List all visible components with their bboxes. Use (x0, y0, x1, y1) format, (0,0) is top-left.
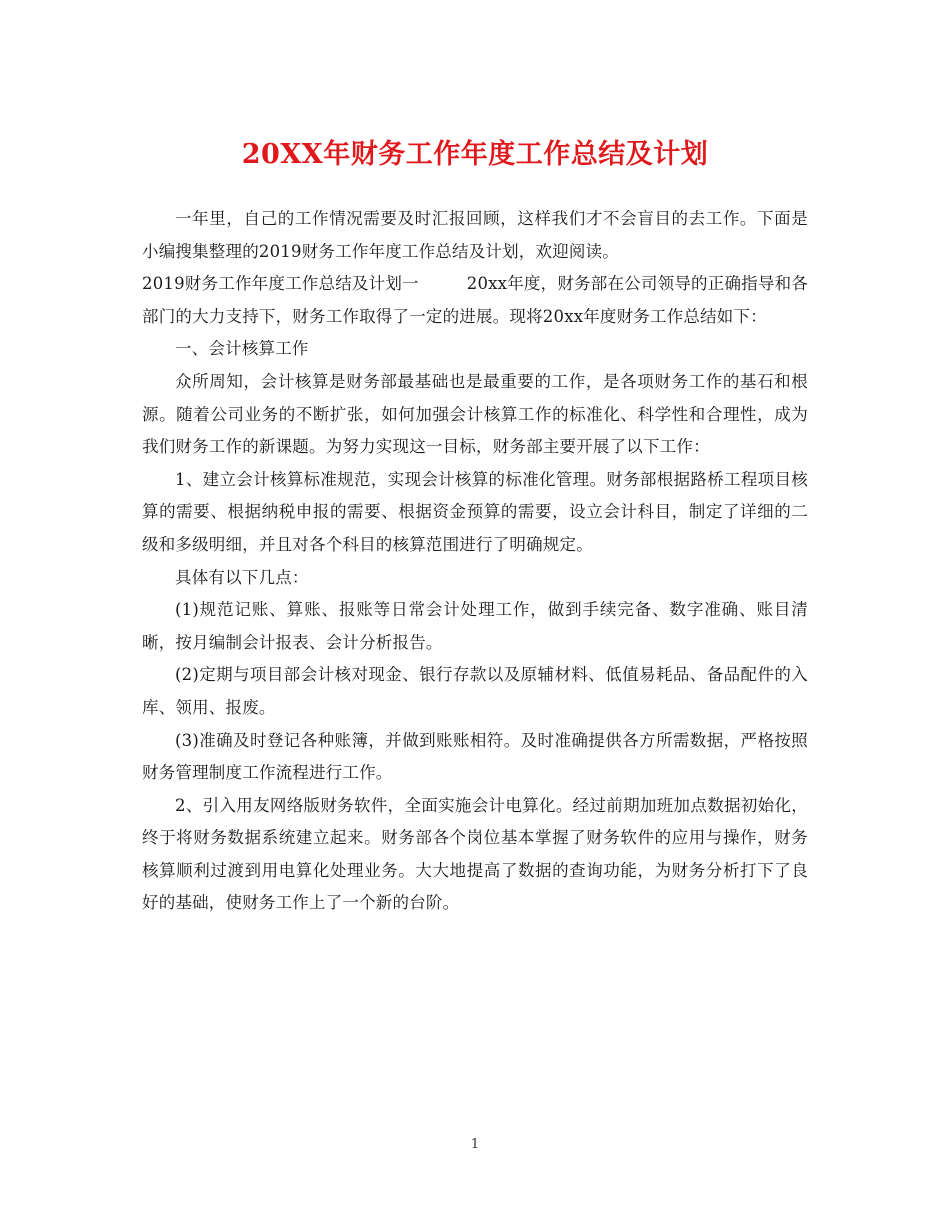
paragraph-accounting: 众所周知，会计核算是财务部最基础也是最重要的工作，是各项财务工作的基石和根源。随着公司业务的不断扩张，如何加强会计核算工作的标准化、科学性和合理性，成为我们财务工作的新课题。为努力实现这一目标，财务部主要开展了以下工作： (142, 371, 808, 457)
paragraph-plan (142, 268, 808, 333)
document-body (142, 203, 808, 920)
page-number: 1 (470, 1137, 480, 1152)
paragraph-intro: 一年里，自己的工作情况需要及时汇报回顾，这样我们才不会盲目的去工作。下面是小编搜集整理的2019财务工作年度工作总结及计划，欢迎阅读。 (142, 209, 808, 261)
paragraph-point-1: (1)规范记账、算账、报账等日常会计处理工作，做到手续完备、数字准确、账目清晰，按月编制会计报表、会计分析报告。 (142, 600, 808, 652)
paragraph-item-2: 2、引入用友网络版财务软件，全面实施会计电算化。经过前期加班加点数据初始化，终于将财务数据系统建立起来。财务部各个岗位基本掌握了财务软件的应用与操作，财务核算顺利过渡到用电算化处理业务。大大地提高了数据的查询功能，为财务分析打下了良好的基础，使财务工作上了一个新的台阶。 (142, 795, 808, 913)
paragraph-point-2: (2)定期与项目部会计核对现金、银行存款以及原辅材料、低值易耗品、备品配件的入库、领用、报废。 (142, 665, 808, 717)
points-heading: 具体有以下几点： (175, 567, 309, 587)
plan-text: 20xx年度，财务部在公司领导的正确指导和各部门的大力支持下，财务工作取得了一定的进展。现将20xx年度财务工作总结如下： (142, 274, 809, 326)
section-heading-accounting: 一、会计核算工作 (175, 339, 309, 359)
plan-heading: 2019财务工作年度工作总结及计划一 (142, 274, 419, 294)
document-title: 20XX年财务工作年度工作总结及计划 (241, 139, 709, 170)
paragraph-point-3: (3)准确及时登记各种账簿，并做到账账相符。及时准确提供各方所需数据，严格按照财务管理制度工作流程进行工作。 (142, 730, 808, 783)
paragraph-item-1: 1、建立会计核算标准规范，实现会计核算的标准化管理。财务部根据路桥工程项目核算的需要、根据纳税申报的需要、根据资金预算的需要，设立会计科目，制定了详细的二级和多级明细，并且对各个科目的核算范围进行了明确规定。 (142, 469, 808, 554)
